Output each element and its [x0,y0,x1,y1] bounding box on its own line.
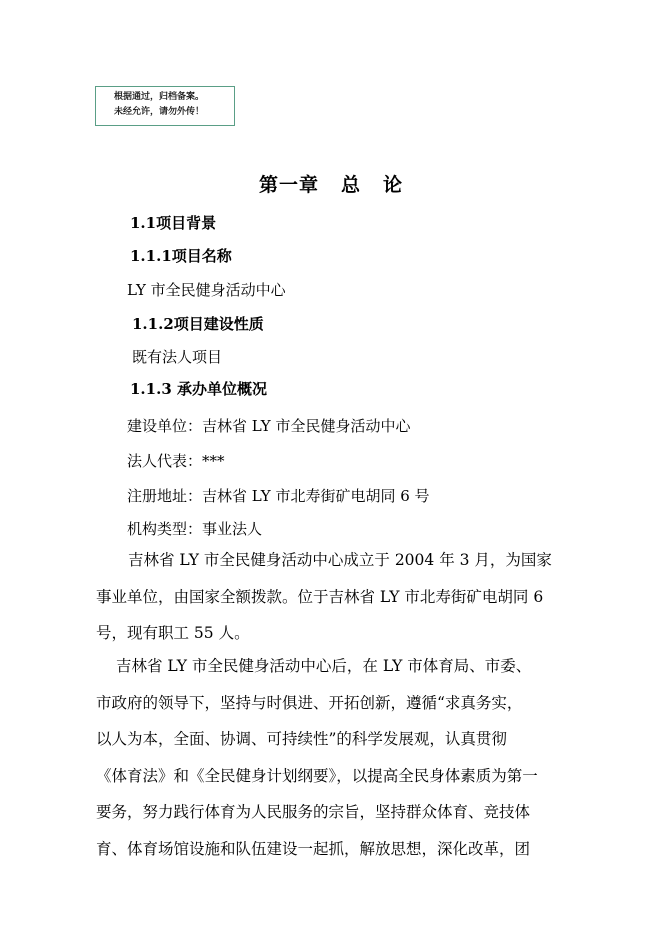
info-org-type: 机构类型：事业法人 [127,520,263,538]
paragraph-1-line-1: 吉林省 LY 市全民健身活动中心成立于 2004 年 3 月，为国家 [128,551,552,569]
heading-1-1-1: 1.1.1项目名称 [130,247,232,265]
paragraph-2-line-3: 以人为本，全面、协调、可持续性”的科学发展观，认真贯彻 [96,730,507,748]
heading-1-1: 1.1项目背景 [130,214,217,232]
project-nature-text: 既有法人项目 [132,348,223,366]
stamp-line-1: 根据通过，归档备案。 [114,92,205,102]
paragraph-1 [96,542,576,652]
paragraph-2-line-6: 育、体育场馆设施和队伍建设一起抓，解放思想，深化改革，团 [96,839,531,858]
approval-stamp [95,86,235,126]
heading-1-1-3: 1.1.3 承办单位概况 [130,380,267,398]
paragraph-2 [96,648,576,867]
stamp-line-2: 未经允许，请勿外传！ [114,107,205,117]
info-legal-rep: 法人代表：*** [127,452,225,470]
paragraph-2-line-4: 《体育法》和《全民健身计划纲要》，以提高全民身体素质为第一 [96,766,538,785]
project-name-text: LY 市全民健身活动中心 [127,281,286,299]
paragraph-2-line-1: 吉林省 LY 市全民健身活动中心后，在 LY 市体育局、市委、 [116,657,532,675]
info-unit: 建设单位：吉林省 LY 市全民健身活动中心 [127,417,411,435]
chapter-title-part-2: 总 [340,174,361,196]
chapter-title-part-1: 第一章 [258,174,319,196]
chapter-title-part-3: 论 [383,174,404,196]
paragraph-1-line-2: 事业单位，由国家全额拨款。位于吉林省 LY 市北寿街矿电胡同 6 [96,587,544,606]
paragraph-2-line-2: 市政府的领导下，坚持与时俱进、开拓创新，遵循“求真务实， [96,693,523,712]
paragraph-1-line-3: 号，现有职工 55 人。 [96,624,250,642]
heading-1-1-2: 1.1.2项目建设性质 [132,315,264,333]
paragraph-2-line-5: 要务，努力践行体育为人民服务的宗旨，坚持群众体育、竞技体 [96,803,531,821]
info-address: 注册地址：吉林省 LY 市北寿街矿电胡同 6 号 [127,487,430,505]
chapter-title [0,170,662,197]
